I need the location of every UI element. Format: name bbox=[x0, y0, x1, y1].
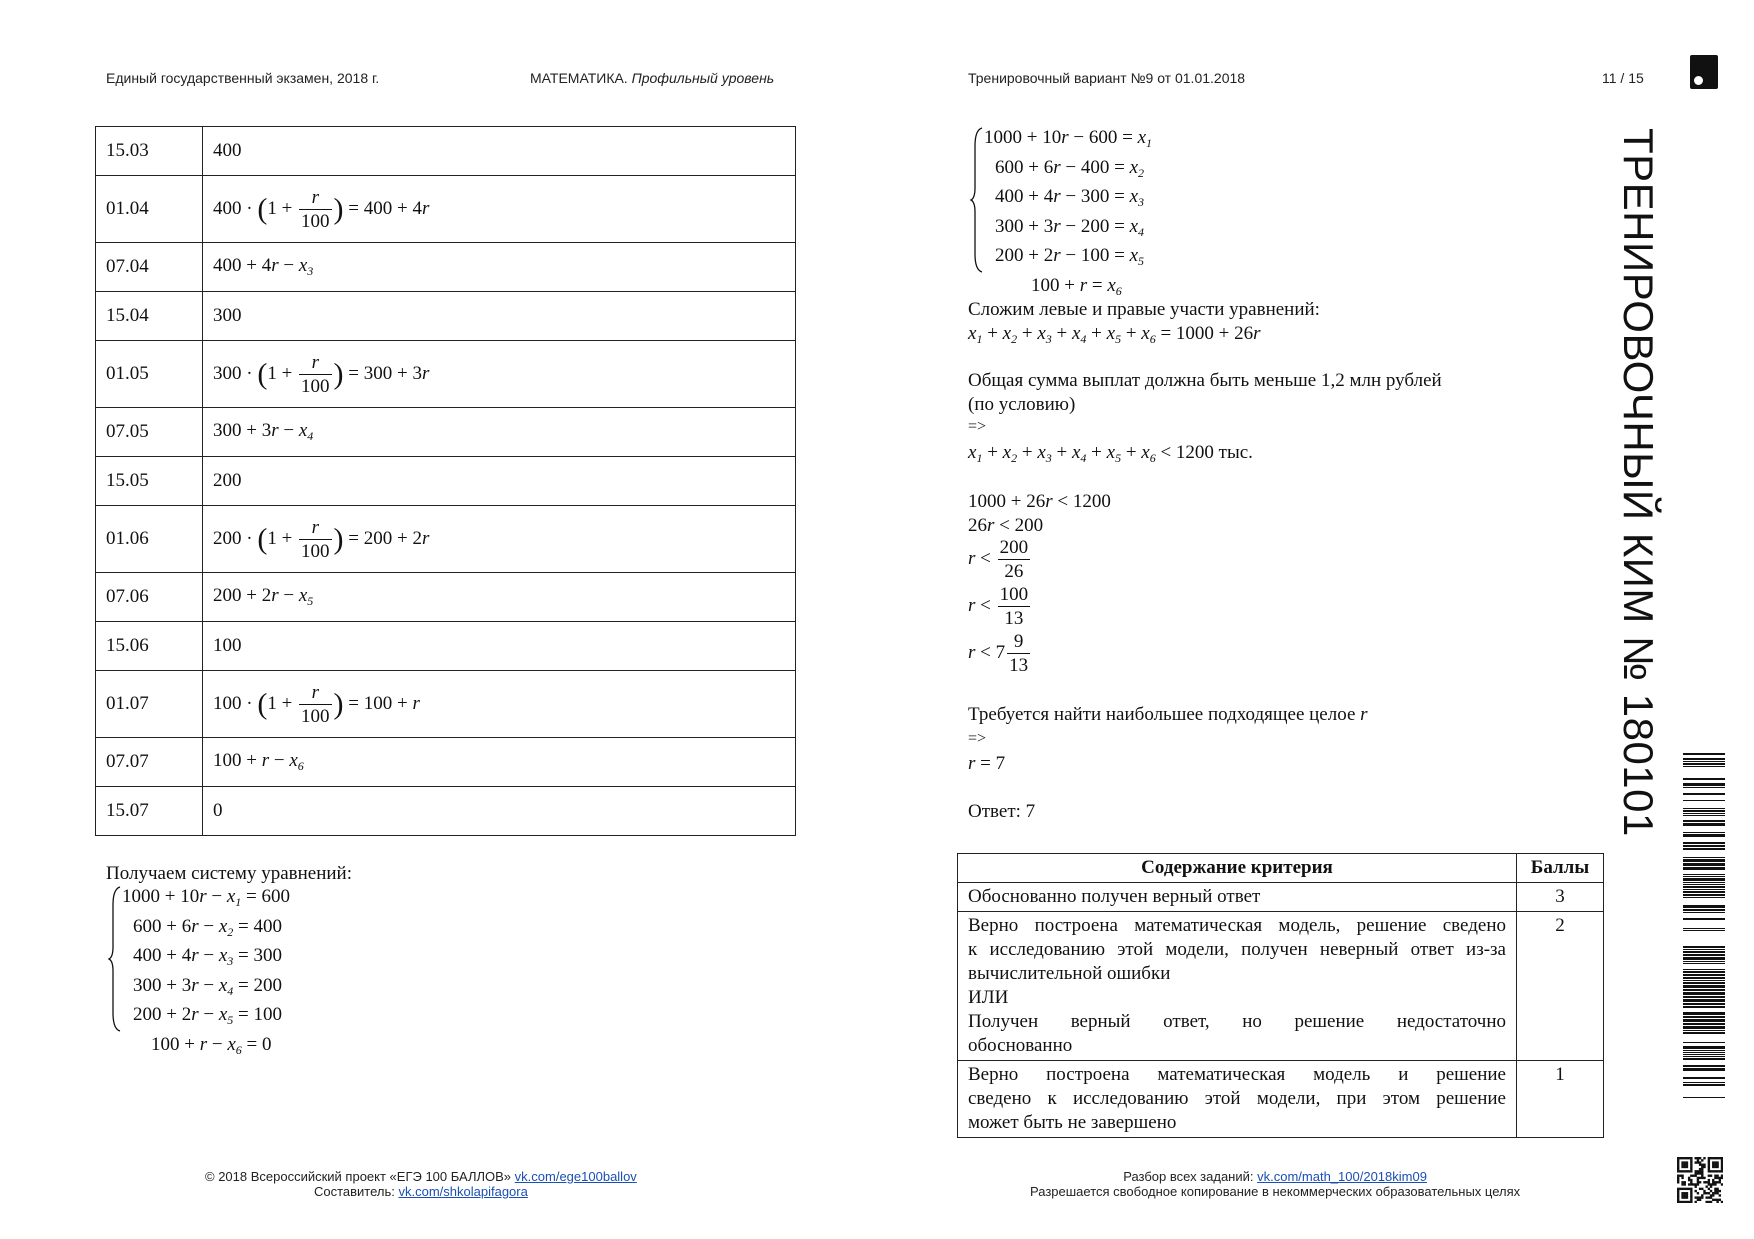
table-row bbox=[96, 176, 796, 243]
analysis-link[interactable]: vk.com/math_100/2018kim09 bbox=[1257, 1169, 1427, 1184]
date-cell: 07.07 bbox=[96, 738, 203, 787]
points-header: Баллы bbox=[1517, 854, 1604, 883]
criteria-line: Верно построена математическая модель, решение сведено bbox=[968, 915, 1506, 936]
step-2-lhs: 26 bbox=[968, 515, 987, 536]
table-row bbox=[958, 854, 1604, 883]
equation-line: $200 + 2r - x_5 = 100$ bbox=[133, 1004, 282, 1027]
result-expr: 100 + bbox=[363, 692, 413, 714]
step-2-rhs: < 200 bbox=[994, 515, 1044, 536]
answer: Ответ: 7 bbox=[968, 801, 1036, 822]
lhs: 1000 + 10 bbox=[984, 127, 1062, 148]
equation-line: $1000 + 10r - 600 = x_1$ bbox=[984, 127, 1152, 150]
rhs: = 200 bbox=[233, 974, 282, 996]
lhs: 400 + 4 bbox=[995, 186, 1054, 207]
lhs: 100 + bbox=[151, 1033, 200, 1055]
equation-line: $1000 + 10r - x_1 = 600$ bbox=[122, 886, 290, 909]
equation-line: $100 + r - x_6 = 0$ bbox=[151, 1033, 272, 1057]
step-4: r < $\frac{100}{13}$ bbox=[968, 584, 1029, 629]
author-link[interactable]: vk.com/shkolapifagora bbox=[398, 1184, 528, 1199]
lhs: 600 + 6 bbox=[995, 156, 1054, 178]
author-label: Составитель: bbox=[313, 1184, 395, 1199]
date-cell: 15.05 bbox=[96, 457, 203, 506]
criteria-line: обоснованно bbox=[968, 1035, 1073, 1056]
step-3: r < $\frac{200}{26}$ bbox=[968, 537, 1029, 582]
x-index: 2 bbox=[227, 924, 234, 939]
footer-left-line-2 bbox=[205, 1184, 637, 1199]
mid: − 100 = bbox=[1060, 245, 1130, 266]
system-intro: Получаем систему уравнений: bbox=[106, 863, 352, 884]
table-row bbox=[96, 506, 796, 573]
frac-den: 13 bbox=[1009, 655, 1029, 676]
base-value: 400 bbox=[213, 197, 242, 219]
step-2: 26r < 200 bbox=[968, 515, 1044, 536]
criteria-header: Содержание критерия bbox=[958, 854, 1517, 883]
result-expr: 300 + 3 bbox=[363, 362, 422, 384]
mid: − 600 = bbox=[1068, 127, 1138, 148]
criteria-text: Обоснованно получен верный ответ bbox=[958, 883, 1517, 912]
sum-equation: $x_1 + x_2 + x_3 + x_4 + x_5 + x_6 = 1000 + 26r$ bbox=[968, 323, 1261, 346]
mid: − 200 = bbox=[1060, 215, 1130, 237]
lhs: 600 + 6 bbox=[133, 915, 192, 937]
points-value: 3 bbox=[1517, 883, 1604, 912]
lhs: 300 + 3 bbox=[995, 215, 1054, 237]
sum-inequality: $x_1 + x_2 + x_3 + x_4 + x_5 + x_6 < 1200$ тыс. bbox=[968, 442, 1253, 465]
amount-cell: $100 + r - x_6$ bbox=[203, 738, 796, 787]
table-row bbox=[96, 341, 796, 408]
criteria-table bbox=[957, 853, 1604, 1138]
rhs: = 0 bbox=[241, 1033, 272, 1055]
table-row bbox=[96, 671, 796, 738]
copyright: © 2018 Всероссийский проект «ЕГЭ 100 БАЛЛОВ» bbox=[205, 1169, 512, 1184]
brace-icon bbox=[108, 885, 122, 1033]
side-title: ТРЕНИРОВОЧНЫЙ КИМ № 180101 bbox=[1615, 128, 1662, 837]
date-cell: 07.06 bbox=[96, 573, 203, 622]
header-exam-title: Единый государственный экзамен, 2018 г. bbox=[106, 70, 380, 86]
equation-line: $200 + 2r - 100 = x_5$ bbox=[995, 245, 1144, 268]
result-expr: 200 + 2 bbox=[363, 527, 422, 549]
x-index: 3 bbox=[1138, 195, 1144, 209]
implies-1: => bbox=[968, 418, 987, 435]
frac-num: 100 bbox=[999, 584, 1029, 605]
date-cell: 01.06 bbox=[96, 506, 203, 573]
criteria-line: вычислительной ошибки bbox=[968, 963, 1171, 984]
step-1: 1000 + 26r < 1200 bbox=[968, 491, 1111, 512]
footer-right bbox=[1030, 1169, 1520, 1199]
x-index: 6 bbox=[1115, 283, 1122, 298]
barcode-icon bbox=[1683, 753, 1725, 1100]
amount-cell: $300 + 3r - x_4$ bbox=[203, 408, 796, 457]
x-index: 6 bbox=[235, 1042, 242, 1057]
amount-cell: 200 · (1 + $\frac{r}{100}$ ) = 200 + 2r bbox=[203, 506, 796, 573]
points-value: 2 bbox=[1517, 912, 1604, 1061]
lhs: 200 + 2 bbox=[133, 1004, 192, 1025]
date-cell: 01.07 bbox=[96, 671, 203, 738]
amount-cell: 400 · (1 + $\frac{r}{100}$ ) = 400 + 4r bbox=[203, 176, 796, 243]
points-value: 1 bbox=[1517, 1061, 1604, 1138]
schedule-table bbox=[95, 126, 796, 836]
equation-line: $600 + 6r - 400 = x_2$ bbox=[995, 156, 1144, 180]
lhs: 200 + 2 bbox=[995, 245, 1054, 266]
table-row bbox=[96, 457, 796, 506]
base-value: 100 bbox=[213, 692, 242, 714]
criteria-line: Верно построена математическая модель и решение bbox=[968, 1064, 1506, 1085]
find-text: Требуется найти наибольшее подходящее целое bbox=[968, 704, 1356, 725]
x-index: 3 bbox=[307, 264, 314, 278]
expr: 400 + 4 bbox=[213, 255, 272, 276]
mid: − 400 = bbox=[1060, 156, 1130, 178]
x-index: 1 bbox=[235, 895, 242, 909]
table-row bbox=[958, 912, 1604, 1061]
criteria-text bbox=[958, 1061, 1517, 1138]
x-index: 1 bbox=[1146, 136, 1152, 150]
header-subject bbox=[530, 70, 774, 86]
qr-code-icon bbox=[1677, 1157, 1723, 1203]
sum-rhs: = 1000 + 26 bbox=[1155, 323, 1254, 344]
expr: 300 + 3 bbox=[213, 420, 272, 441]
result-value: = 7 bbox=[975, 753, 1006, 774]
date-cell: 15.07 bbox=[96, 787, 203, 836]
rhs: = 600 bbox=[241, 886, 290, 907]
lhs: 400 + 4 bbox=[133, 945, 192, 966]
equation-line: $300 + 3r - x_4 = 200$ bbox=[133, 974, 282, 998]
x-index: 2 bbox=[1138, 165, 1144, 180]
x-index: 6 bbox=[297, 759, 304, 773]
mid: = bbox=[1087, 274, 1108, 296]
table-row bbox=[958, 1061, 1604, 1138]
lhs: 1000 + 10 bbox=[122, 886, 200, 907]
amount-cell: 400 bbox=[203, 127, 796, 176]
logo-icon bbox=[1690, 55, 1718, 89]
header-level: Профильный уровень bbox=[631, 70, 775, 86]
criteria-line: ИЛИ bbox=[968, 987, 1009, 1008]
amount-cell: 100 · (1 + $\frac{r}{100}$ ) = 100 + r bbox=[203, 671, 796, 738]
step-1-rhs: < 1200 bbox=[1052, 491, 1111, 512]
equation-line: $600 + 6r - x_2 = 400$ bbox=[133, 915, 282, 939]
x-index: 4 bbox=[307, 429, 314, 443]
result-expr: 400 + 4 bbox=[363, 197, 422, 219]
table-row bbox=[96, 243, 796, 292]
criteria-line: к исследованию этой модели, получен неверный ответ из-за bbox=[968, 939, 1506, 960]
equation-line: $100 + r = x_6$ bbox=[1031, 274, 1122, 298]
result-line: r = 7 bbox=[968, 753, 1006, 774]
frac-den: 26 bbox=[1004, 561, 1024, 582]
mid: − 300 = bbox=[1060, 186, 1130, 207]
x-index: 5 bbox=[307, 594, 314, 608]
table-row bbox=[96, 738, 796, 787]
amount-cell: 300 · (1 + $\frac{r}{100}$ ) = 300 + 3r bbox=[203, 341, 796, 408]
frac-num: 200 bbox=[999, 537, 1029, 558]
footer-left-line-1 bbox=[205, 1169, 637, 1184]
header-page-number: 11 / 15 bbox=[1602, 70, 1644, 86]
amount-cell: $400 + 4r - x_3$ bbox=[203, 243, 796, 292]
footer-left bbox=[205, 1169, 637, 1199]
ege-link[interactable]: vk.com/ege100ballov bbox=[514, 1169, 637, 1184]
right-equation-system bbox=[970, 126, 1152, 303]
rhs: = 100 bbox=[233, 1004, 282, 1025]
header-variant: Тренировочный вариант №9 от 01.01.2018 bbox=[968, 70, 1246, 86]
table-row bbox=[958, 883, 1604, 912]
table-row bbox=[96, 292, 796, 341]
rhs: = 300 bbox=[233, 945, 282, 966]
criteria-line: Получен верный ответ, но решение недостаточно bbox=[968, 1011, 1506, 1032]
amount-cell: 100 bbox=[203, 622, 796, 671]
date-cell: 15.04 bbox=[96, 292, 203, 341]
date-cell: 15.03 bbox=[96, 127, 203, 176]
find-statement: Требуется найти наибольшее подходящее целое r bbox=[968, 704, 1368, 725]
x-index: 4 bbox=[227, 983, 234, 998]
x-index: 3 bbox=[227, 954, 234, 968]
header-subject-name: МАТЕМАТИКА. bbox=[530, 70, 628, 86]
frac-num: 9 bbox=[1007, 632, 1030, 654]
x-index: 5 bbox=[1138, 254, 1144, 268]
table-row bbox=[96, 127, 796, 176]
date-cell: 01.05 bbox=[96, 341, 203, 408]
brace-icon bbox=[970, 126, 984, 274]
condition-line-1: Общая сумма выплат должна быть меньше 1,2 млн рублей bbox=[968, 370, 1442, 391]
criteria-text bbox=[958, 912, 1517, 1061]
base-value: 200 bbox=[213, 527, 242, 549]
date-cell: 15.06 bbox=[96, 622, 203, 671]
step-5: r < 7 $\frac{9}{13}$ bbox=[968, 631, 1029, 676]
lhs: 300 + 3 bbox=[133, 974, 192, 996]
criteria-line: сведено к исследованию этой модели, при этом решение bbox=[968, 1088, 1506, 1109]
x-index: 4 bbox=[1138, 224, 1144, 239]
table-row bbox=[96, 408, 796, 457]
amount-cell: $200 + 2r - x_5$ bbox=[203, 573, 796, 622]
left-equation-system bbox=[108, 885, 290, 1062]
criteria-line: может быть не завершено bbox=[968, 1112, 1177, 1133]
expr: 200 + 2 bbox=[213, 585, 272, 606]
date-cell: 07.04 bbox=[96, 243, 203, 292]
table-row bbox=[96, 787, 796, 836]
implies-2: => bbox=[968, 730, 987, 747]
condition-line-2: (по условию) bbox=[968, 394, 1076, 415]
equation-line: $400 + 4r - 300 = x_3$ bbox=[995, 186, 1144, 209]
amount-cell: 0 bbox=[203, 787, 796, 836]
footer-right-line-2: Разрешается свободное копирование в некоммерческих образовательных целях bbox=[1030, 1184, 1521, 1199]
lhs: 100 + bbox=[1031, 274, 1080, 296]
analysis-label: Разбор всех заданий: bbox=[1123, 1169, 1254, 1184]
amount-cell: 200 bbox=[203, 457, 796, 506]
equation-line: $400 + 4r - x_3 = 300$ bbox=[133, 945, 282, 968]
expr: 100 + bbox=[213, 750, 262, 771]
table-row bbox=[96, 573, 796, 622]
amount-cell: 300 bbox=[203, 292, 796, 341]
x-index: 5 bbox=[227, 1013, 234, 1027]
date-cell: 01.04 bbox=[96, 176, 203, 243]
base-value: 300 bbox=[213, 362, 242, 384]
equation-line: $300 + 3r - 200 = x_4$ bbox=[995, 215, 1144, 239]
footer-right-line-1 bbox=[1030, 1169, 1520, 1184]
step-1-lhs: 1000 + 26 bbox=[968, 491, 1046, 512]
date-cell: 07.05 bbox=[96, 408, 203, 457]
ineq-rhs: < 1200 тыс. bbox=[1155, 442, 1253, 463]
table-row bbox=[96, 622, 796, 671]
frac-den: 13 bbox=[1004, 608, 1024, 629]
rhs: = 400 bbox=[233, 915, 282, 937]
sum-intro: Сложим левые и правые участи уравнений: bbox=[968, 299, 1320, 320]
mixed-whole: 7 bbox=[995, 641, 1006, 663]
